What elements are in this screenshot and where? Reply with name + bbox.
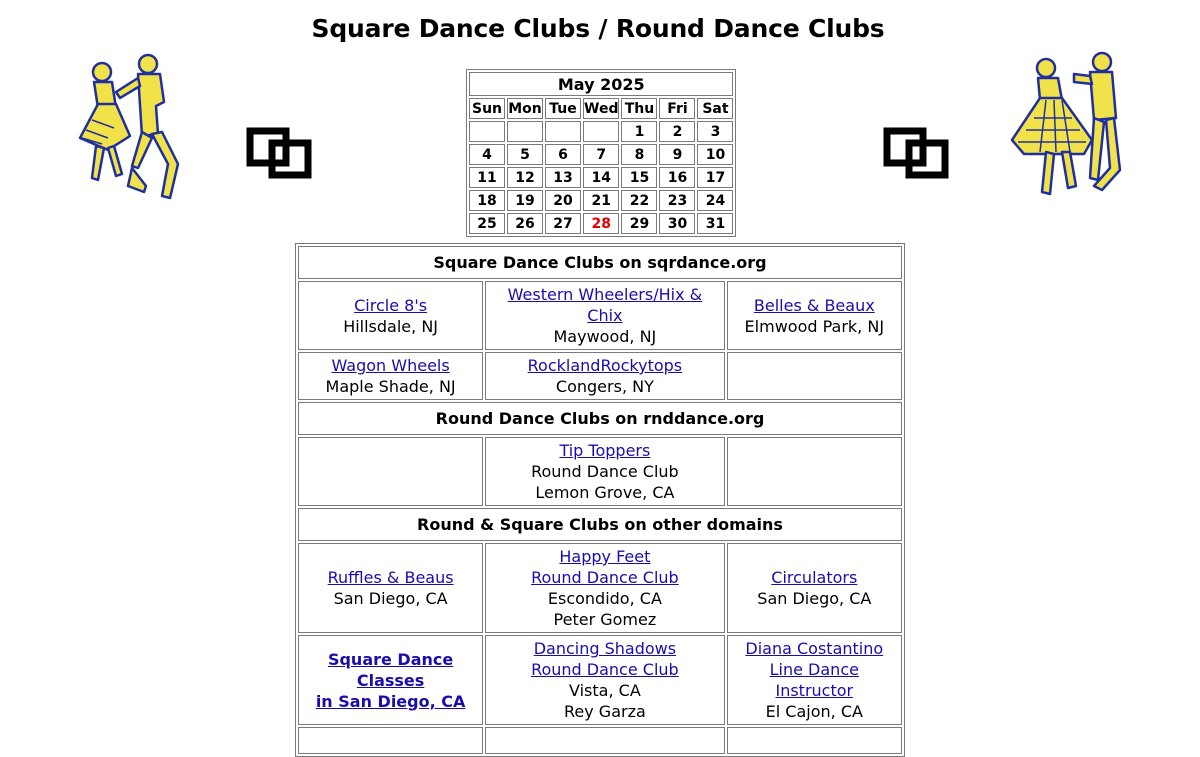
calendar-caption: May 2025 (469, 72, 733, 96)
club-location: Elmwood Park, NJ (744, 316, 885, 336)
calendar-week (469, 144, 733, 165)
club-type-link-happy-feet[interactable]: Round Dance Club (531, 568, 679, 587)
calendar-week (469, 167, 733, 188)
club-cell (485, 352, 724, 400)
calendar-day: 20 (545, 190, 581, 211)
calendar-day (545, 121, 581, 142)
club-link-ruffles-beaus[interactable]: Ruffles & Beaus (327, 568, 454, 587)
calendar-day: 22 (621, 190, 657, 211)
calendar-day: 12 (507, 167, 543, 188)
club-contact: Rey Garza (564, 702, 646, 721)
weekday-label: Thu (621, 98, 657, 119)
calendar-day (507, 121, 543, 142)
empty-cell (298, 437, 483, 506)
calendar-day: 2 (659, 121, 695, 142)
table-row (298, 437, 902, 506)
club-location: Congers, NY (555, 377, 654, 396)
calendar-day: 3 (697, 121, 733, 142)
empty-cell (727, 727, 902, 754)
classes-link[interactable] (316, 650, 466, 711)
calendar-day: 18 (469, 190, 505, 211)
club-cell (727, 543, 902, 633)
club-link-happy-feet[interactable]: Happy Feet (559, 547, 651, 566)
empty-cell (727, 437, 902, 506)
club-location: Lemon Grove, CA (535, 483, 675, 502)
calendar-day: 11 (469, 167, 505, 188)
square-dance-couple-icon (72, 46, 190, 204)
weekday-label: Sat (697, 98, 733, 119)
club-cell (298, 543, 483, 633)
club-location: Hillsdale, NJ (343, 316, 438, 336)
club-cell (298, 352, 483, 400)
club-link-wagon-wheels[interactable]: Wagon Wheels (331, 356, 450, 375)
calendar-day: 4 (469, 144, 505, 165)
calendar (466, 69, 736, 237)
calendar-day: 29 (621, 213, 657, 234)
page-title: Square Dance Clubs / Round Dance Clubs (311, 14, 885, 43)
club-location: Vista, CA (569, 681, 641, 700)
club-cell (727, 635, 902, 725)
weekday-label: Mon (507, 98, 543, 119)
calendar-day: 19 (507, 190, 543, 211)
empty-cell (727, 352, 902, 400)
club-link-circulators[interactable]: Circulators (771, 568, 858, 587)
club-cell (485, 437, 724, 506)
club-link-dancing-shadows[interactable]: Dancing Shadows (533, 639, 677, 658)
instructor-link-diana-costantino[interactable]: Diana Costantino (745, 639, 884, 658)
calendar-day: 6 (545, 144, 581, 165)
calendar-week (469, 213, 733, 234)
club-cell (727, 281, 902, 350)
club-location: Maple Shade, NJ (325, 377, 456, 396)
empty-cell (298, 727, 483, 754)
club-location: El Cajon, CA (765, 702, 863, 721)
club-contact: Peter Gomez (553, 610, 657, 629)
club-location: Maywood, NJ (553, 327, 657, 346)
square-section-header: Square Dance Clubs on sqrdance.org (298, 246, 902, 279)
calendar-day: 7 (583, 144, 619, 165)
calendar-day: 1 (621, 121, 657, 142)
club-location: San Diego, CA (333, 589, 448, 608)
club-type: Round Dance Club (531, 462, 679, 481)
calendar-day: 10 (697, 144, 733, 165)
classes-link-line2: in San Diego, CA (315, 691, 466, 711)
calendar-day-today: 28 (583, 213, 619, 234)
clubs-table (295, 243, 905, 757)
club-type-link-dancing-shadows[interactable]: Round Dance Club (531, 660, 679, 679)
calendar-day: 15 (621, 167, 657, 188)
club-link-rockland-rockytops[interactable]: RocklandRockytops (527, 356, 683, 375)
calendar-weekday-row (469, 98, 733, 119)
calendar-day (583, 121, 619, 142)
club-link-western-wheelers[interactable]: Western Wheelers/Hix & Chix (507, 285, 703, 325)
weekday-label: Sun (469, 98, 505, 119)
weekday-label: Wed (583, 98, 619, 119)
calendar-day: 9 (659, 144, 695, 165)
weekday-label: Tue (545, 98, 581, 119)
calendar-day (469, 121, 505, 142)
club-cell (298, 281, 483, 350)
club-link-belles-beaux[interactable]: Belles & Beaux (753, 295, 875, 315)
club-cell (485, 543, 724, 633)
calendar-day: 13 (545, 167, 581, 188)
calendar-day: 25 (469, 213, 505, 234)
square-dance-couple-icon (1006, 48, 1124, 204)
calendar-day: 31 (697, 213, 733, 234)
other-section-header: Round & Square Clubs on other domains (298, 508, 902, 541)
table-row (298, 543, 902, 633)
weekday-label: Fri (659, 98, 695, 119)
calendar-day: 26 (507, 213, 543, 234)
club-cell (485, 635, 724, 725)
linked-squares-icon (883, 127, 951, 179)
table-row (298, 727, 902, 754)
calendar-day: 27 (545, 213, 581, 234)
calendar-day: 8 (621, 144, 657, 165)
instructor-type-link[interactable]: Line Dance Instructor (769, 660, 859, 700)
club-location: San Diego, CA (757, 589, 872, 608)
table-row (298, 352, 902, 400)
classes-link-line1: Square Dance Classes (327, 649, 454, 690)
club-cell (485, 281, 724, 350)
round-section-header: Round Dance Clubs on rnddance.org (298, 402, 902, 435)
calendar-week (469, 121, 733, 142)
table-row (298, 281, 902, 350)
calendar-day: 24 (697, 190, 733, 211)
calendar-day: 14 (583, 167, 619, 188)
calendar-week (469, 190, 733, 211)
calendar-day: 21 (583, 190, 619, 211)
calendar-day: 5 (507, 144, 543, 165)
calendar-day: 30 (659, 213, 695, 234)
table-row (298, 635, 902, 725)
club-location: Escondido, CA (547, 589, 662, 608)
club-link-tip-toppers[interactable]: Tip Toppers (559, 441, 651, 460)
linked-squares-icon (246, 127, 314, 179)
empty-cell (485, 727, 724, 754)
calendar-day: 23 (659, 190, 695, 211)
calendar-day: 16 (659, 167, 695, 188)
calendar-day: 17 (697, 167, 733, 188)
club-link-circle-8s[interactable]: Circle 8's (354, 295, 428, 315)
club-cell (298, 635, 483, 725)
